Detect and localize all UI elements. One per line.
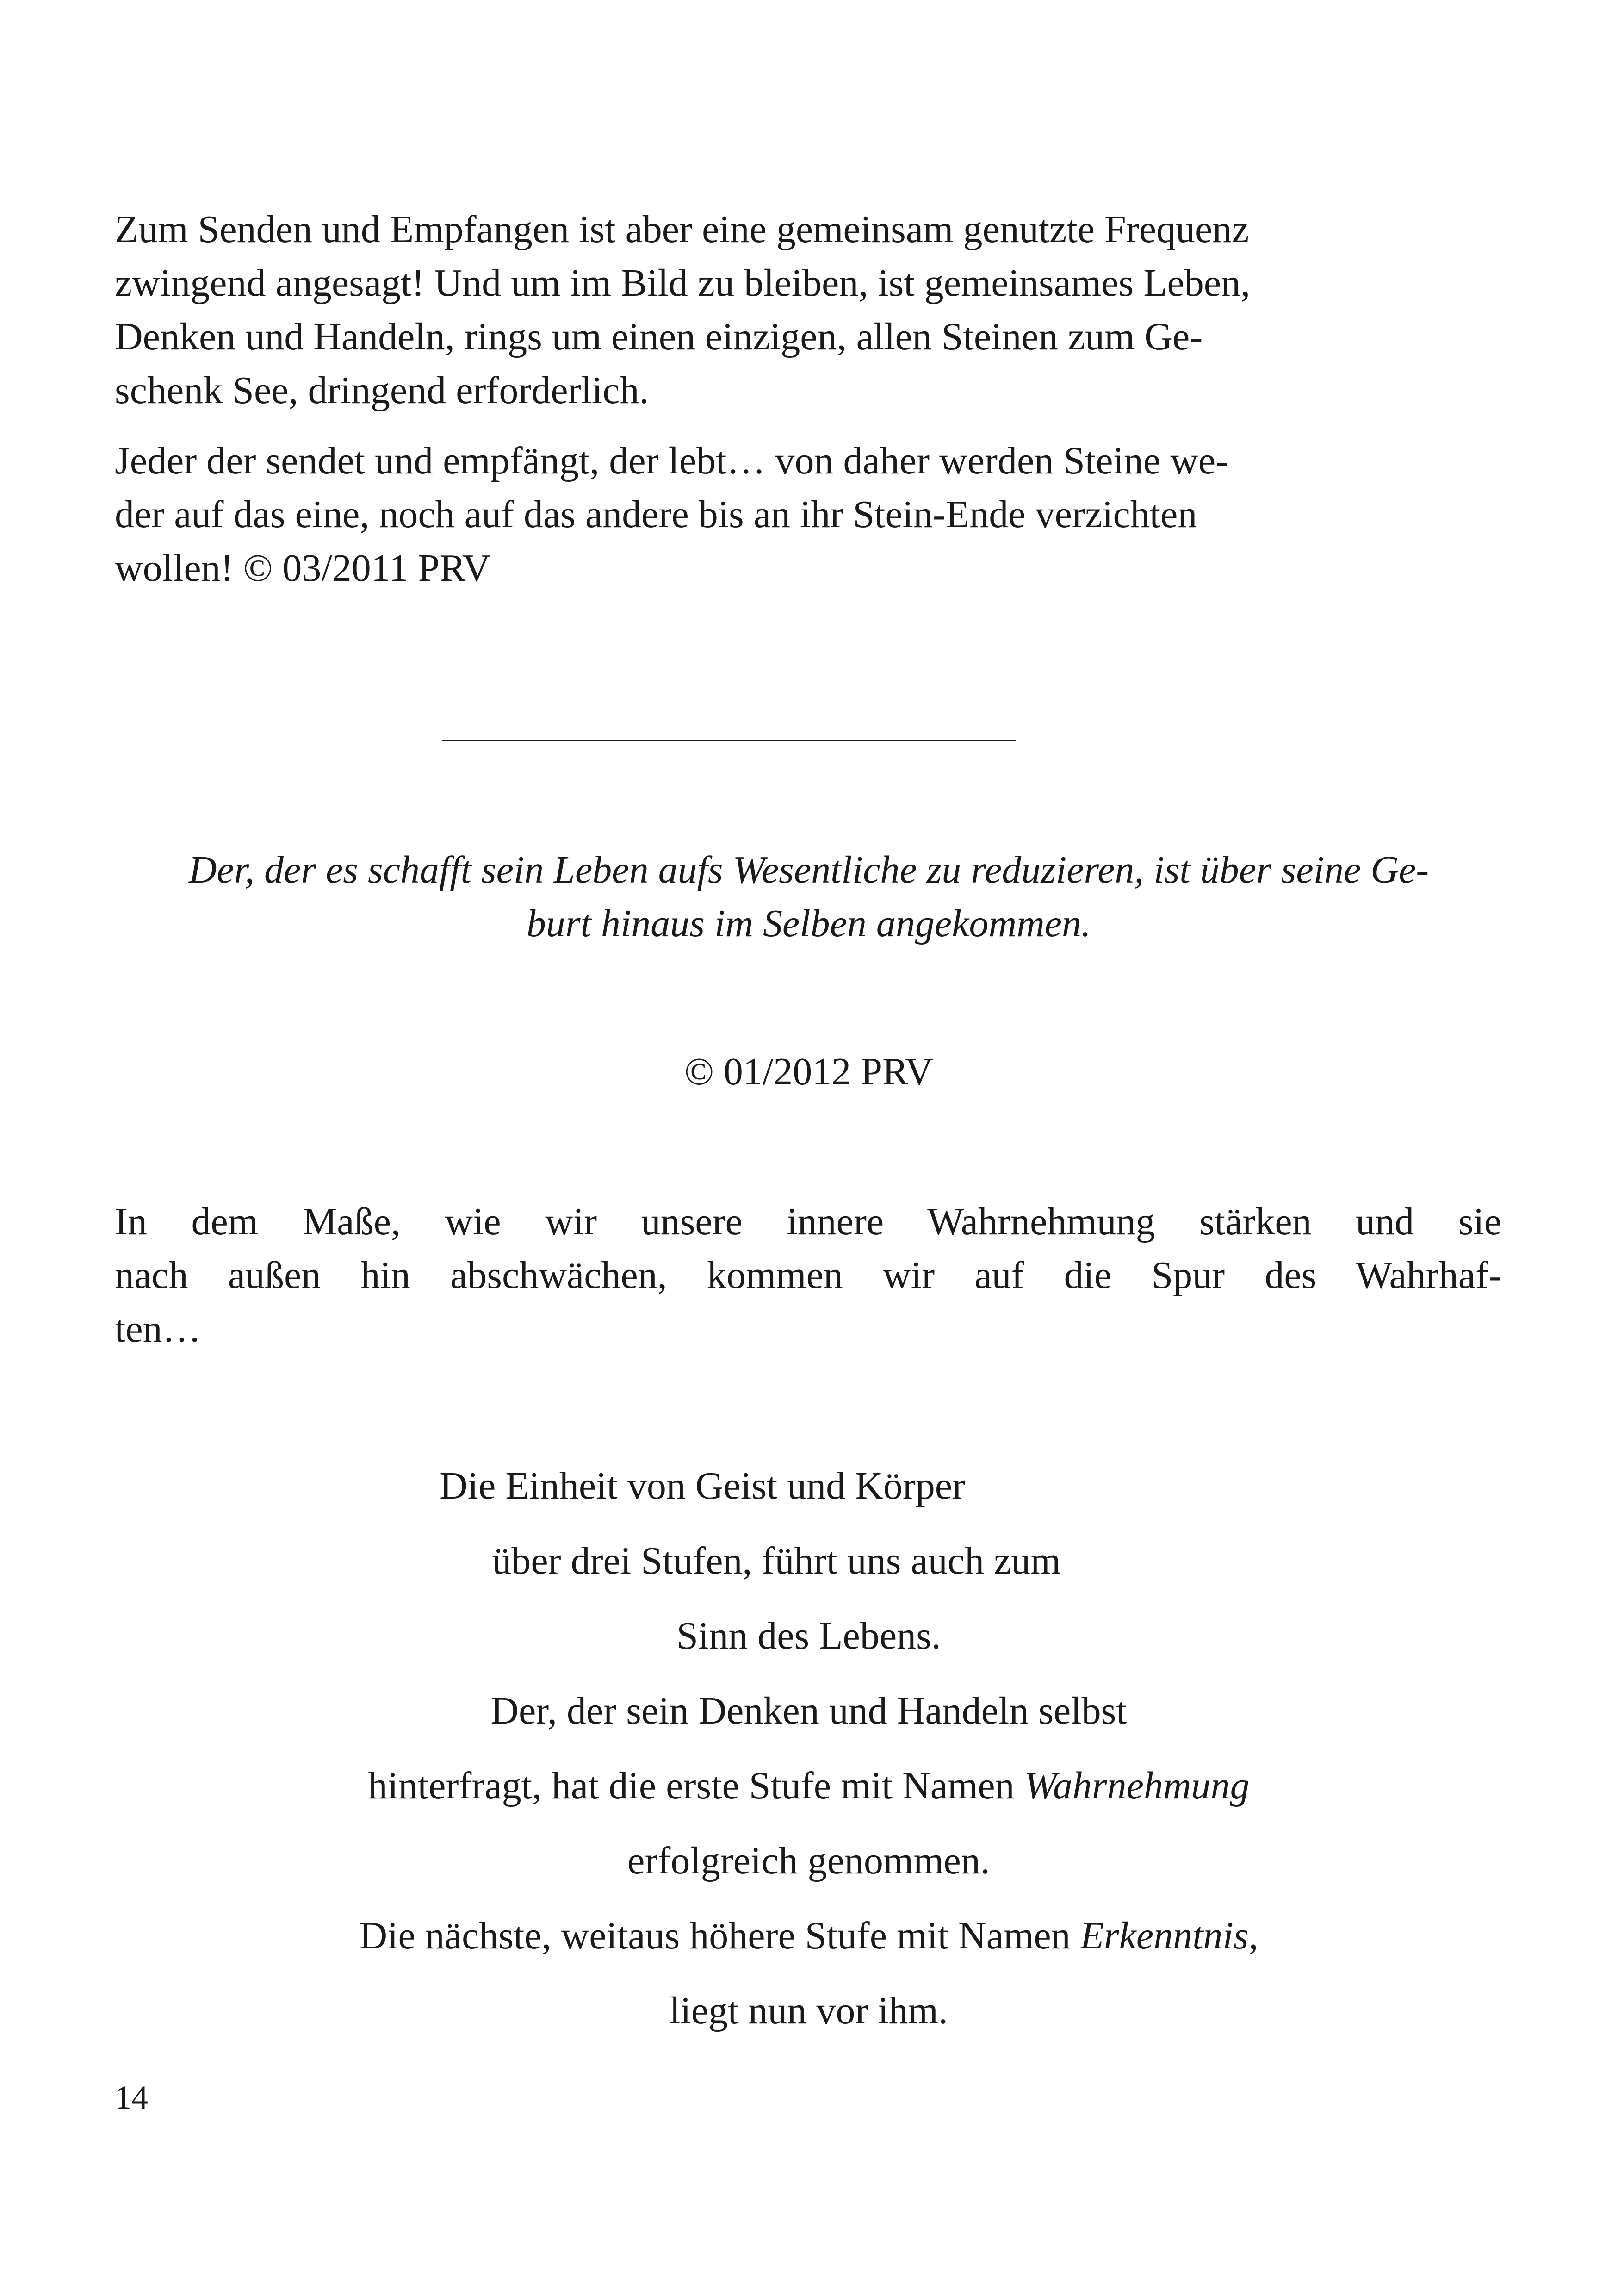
page-number: 14 [115,2079,148,2116]
poem-emphasis: Erkenntnis, [1080,1914,1258,1957]
poem-line: liegt nun vor ihm. [670,1989,948,2032]
text-line: Jeder der sendet und empfängt, der lebt… von daher werden Steine we- [115,439,1229,482]
copyright-note: © 01/2012 PRV [684,1050,933,1093]
italic-quote [115,843,1503,951]
paragraph-frequency [115,203,1501,417]
poem-text: Die nächste, weitaus höhere Stufe mit Namen [359,1914,1080,1957]
text-line: Zum Senden und Empfangen ist aber eine gemeinsam genutzte Frequenz [115,208,1249,251]
poem-line [115,1748,1503,1823]
text-line: schenk See, dringend erforderlich. [115,369,649,412]
poem-emphasis: Wahrnehmung [1024,1764,1250,1807]
text-line: wollen! © 03/2011 PRV [115,547,491,590]
poem-line [115,1898,1503,1973]
poem-line: Die Einheit von Geist und Körper [439,1464,966,1507]
poem-line: über drei Stufen, führt uns auch zum [492,1539,1061,1582]
centered-poem [115,1449,1503,2048]
poem-line: erfolgreich genommen. [627,1839,990,1882]
text-line: Denken und Handeln, rings um einen einzigen, allen Steinen zum Ge- [115,315,1203,358]
poem-line: Sinn des Lebens. [676,1614,941,1657]
quote-line: Der, der es schafft sein Leben aufs Wesentliche zu reduzieren, ist über seine Ge- [188,848,1429,891]
text-line: zwingend angesagt! Und um im Bild zu bleiben, ist gemeinsames Leben, [115,261,1251,305]
text-line: nach außen hin abschwächen, kommen wir auf die Spur des Wahrhaf- [115,1254,1501,1297]
paragraph-senders [115,434,1501,595]
text-line: In dem Maße, wie wir unsere innere Wahrnehmung stärken und sie [115,1200,1501,1243]
poem-text: hinterfragt, hat die erste Stufe mit Namen [368,1764,1024,1807]
text-line: der auf das eine, noch auf das andere bis an ihr Stein-Ende verzichten [115,493,1197,536]
poem-line: Der, der sein Denken und Handeln selbst [490,1689,1127,1732]
quote-line: burt hinaus im Selben angekommen. [526,902,1091,945]
section-divider [442,740,1016,741]
text-line: ten… [115,1307,201,1350]
paragraph-perception [115,1195,1501,1356]
